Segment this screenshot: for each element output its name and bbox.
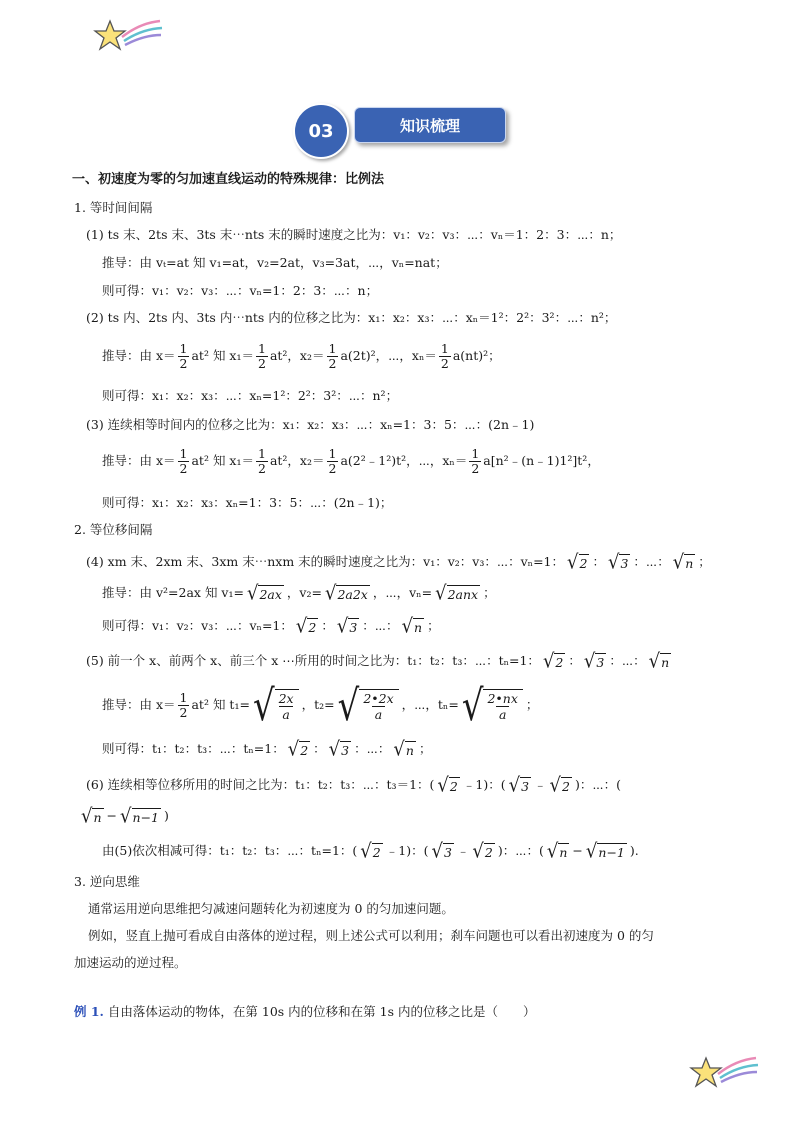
item2-derivation: 推导：由 x＝ $\frac{1}{2}$ at² 知 x₁＝ $\frac{1}{2}$ at²，x₂＝ $\frac{1}{2}$ a(2t)²，⋯，xₙ＝ $\frac{1}{2}$ a(nt)²； <box>102 341 501 371</box>
subheading-equal-time: 1. 等时间间隔 <box>74 200 153 215</box>
star-decoration-icon <box>688 1052 760 1096</box>
example-label: 例 1. <box>74 1004 104 1019</box>
item1-statement: (1) ts 末、2ts 末、3ts 末⋯nts 末的瞬时速度之比为：v₁：v₂：v₃：⋯：vₙ＝1：2：3：⋯：n； <box>86 227 622 242</box>
item2-statement: (2) ts 内、2ts 内、3ts 内⋯nts 内的位移之比为：x₁：x₂：x₃：⋯：xₙ＝1²：2²：3²：⋯：n²； <box>86 310 617 325</box>
item6-statement-continued: √ n − √ n−1 ) <box>81 804 169 828</box>
item5-statement: (5) 前一个 x、前两个 x、前三个 x ⋯所用的时间之比为：t₁：t₂：t₃：⋯：tₙ=1： √ 2 ： √ 3 ：⋯： √ n <box>86 649 670 673</box>
reverse-paragraph-1: 通常运用逆向思维把匀减速问题转化为初速度为 0 的匀加速问题。 <box>88 901 454 916</box>
item5-result: 则可得：t₁：t₂：t₃：⋯：tₙ=1： √ 2 ： √ 3 ：⋯： √ n ； <box>102 737 432 761</box>
item2-result: 则可得：x₁：x₂：x₃：⋯：xₙ=1²：2²：3²：⋯：n²； <box>102 388 399 403</box>
subheading-reverse-thinking: 3. 逆向思维 <box>74 874 140 889</box>
reverse-paragraph-2-continued: 加速运动的逆过程。 <box>74 955 187 970</box>
item5-derivation: 推导：由 x＝ $\frac{1}{2}$ at² 知 t₁= √ $\frac{2x}{a}$ ，t₂= √ $\frac{2•2x}{a}$ ，⋯，tₙ= √ $\frac{2•nx}{a}$ ； <box>102 680 539 731</box>
section-title: 知识梳理 <box>354 107 506 143</box>
item4-statement: (4) xm 末、2xm 末、3xm 末⋯nxm 末的瞬时速度之比为：v₁：v₂：v₃：⋯：vₙ=1： √ 2 ： √ 3 ：⋯： √ n ； <box>86 550 711 574</box>
item4-derivation: 推导：由 v²=2ax 知 v₁= √ 2ax ，v₂= √ 2a2x ，⋯，vₙ= √ 2anx ； <box>102 581 496 605</box>
item1-result: 则可得：v₁：v₂：v₃：⋯：vₙ=1：2：3：⋯：n； <box>102 283 379 298</box>
example-1 <box>74 1004 535 1020</box>
item3-derivation: 推导：由 x＝ $\frac{1}{2}$ at² 知 x₁＝ $\frac{1}{2}$ at²，x₂＝ $\frac{1}{2}$ a(2²﹣1²)t²，⋯，xₙ＝ $\frac{1}{2}$ a[n²﹣(n﹣1)1²]t²， <box>102 446 600 476</box>
item6-statement: (6) 连续相等位移所用的时间之比为：t₁：t₂：t₃：⋯：t₃＝1：( √ 2 ﹣1)：( √ 3 ﹣ √ 2 )：⋯：( <box>86 773 621 797</box>
subheading-equal-displacement: 2. 等位移间隔 <box>74 522 153 537</box>
item6-derivation: 由(5)依次相减可得：t₁：t₂：t₃：⋯：tₙ=1：( √ 2 ﹣1)：( √ 3 ﹣ √ 2 )：⋯：( √ n − √ n−1 ). <box>102 839 639 863</box>
star-decoration-icon <box>92 15 164 59</box>
item3-statement: (3) 连续相等时间内的位移之比为：x₁：x₂：x₃：⋯：xₙ=1：3：5：⋯：(2n﹣1) <box>86 417 535 432</box>
item1-derivation: 推导：由 vₜ=at 知 v₁=at，v₂=2at，v₃=3at，⋯，vₙ=nat； <box>102 255 448 270</box>
reverse-paragraph-2: 例如，竖直上抛可看成自由落体的逆过程，则上述公式可以利用；刹车问题也可以看出初速度为 0 的匀 <box>88 928 654 943</box>
item4-result: 则可得：v₁：v₂：v₃：⋯：vₙ=1： √ 2 ： √ 3 ：⋯： √ n ； <box>102 614 440 638</box>
example-text: 自由落体运动的物体，在第 10s 内的位移和在第 1s 内的位移之比是（ ） <box>107 1004 536 1019</box>
section-heading: 一、初速度为零的匀加速直线运动的特殊规律：比例法 <box>72 172 385 187</box>
section-number-badge: 03 <box>293 103 349 159</box>
item3-result: 则可得：x₁：x₂：x₃：xₙ=1：3：5：⋯：(2n﹣1)； <box>102 495 393 510</box>
